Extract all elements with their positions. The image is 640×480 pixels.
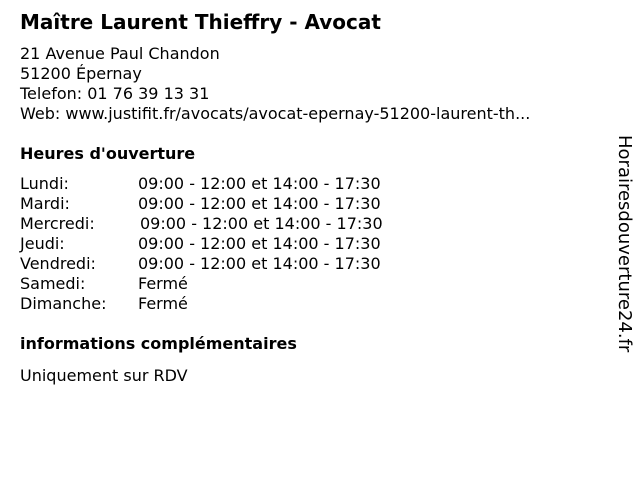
hours-row-dimanche	[20, 294, 440, 314]
time-value: 09:00 - 12:00 et 14:00 - 17:30	[140, 214, 383, 233]
hours-row-lundi	[20, 174, 440, 194]
hours-row-vendredi	[20, 254, 440, 274]
time-value: Fermé	[138, 274, 188, 293]
additional-info-heading: informations complémentaires	[20, 334, 297, 353]
day-label: Vendredi:	[20, 254, 96, 273]
time-value: 09:00 - 12:00 et 14:00 - 17:30	[138, 254, 381, 273]
time-value: 09:00 - 12:00 et 14:00 - 17:30	[138, 194, 381, 213]
day-label: Lundi:	[20, 174, 69, 193]
page-title: Maître Laurent Thieffry - Avocat	[20, 10, 381, 34]
city-address: 51200 Épernay	[20, 64, 142, 83]
site-watermark	[612, 135, 636, 375]
watermark-text: Horairesdouverture24.fr	[614, 135, 635, 353]
time-value: Fermé	[138, 294, 188, 313]
day-label: Mercredi:	[20, 214, 95, 233]
hours-row-mardi	[20, 194, 440, 214]
day-label: Jeudi:	[20, 234, 65, 253]
street-address: 21 Avenue Paul Chandon	[20, 44, 220, 63]
contact-details	[20, 44, 530, 124]
day-label: Samedi:	[20, 274, 86, 293]
opening-hours-table	[20, 174, 440, 314]
day-label: Mardi:	[20, 194, 70, 213]
time-value: 09:00 - 12:00 et 14:00 - 17:30	[138, 234, 381, 253]
hours-row-samedi	[20, 274, 440, 294]
time-value: 09:00 - 12:00 et 14:00 - 17:30	[138, 174, 381, 193]
opening-hours-heading: Heures d'ouverture	[20, 144, 196, 163]
day-label: Dimanche:	[20, 294, 107, 313]
phone-number[interactable]: Telefon: 01 76 39 13 31	[20, 84, 210, 103]
hours-row-mercredi	[20, 214, 440, 234]
hours-row-jeudi	[20, 234, 440, 254]
additional-info-text: Uniquement sur RDV	[20, 366, 188, 385]
website-link[interactable]: Web: www.justifit.fr/avocats/avocat-epernay-51200-laurent-th...	[20, 104, 531, 123]
